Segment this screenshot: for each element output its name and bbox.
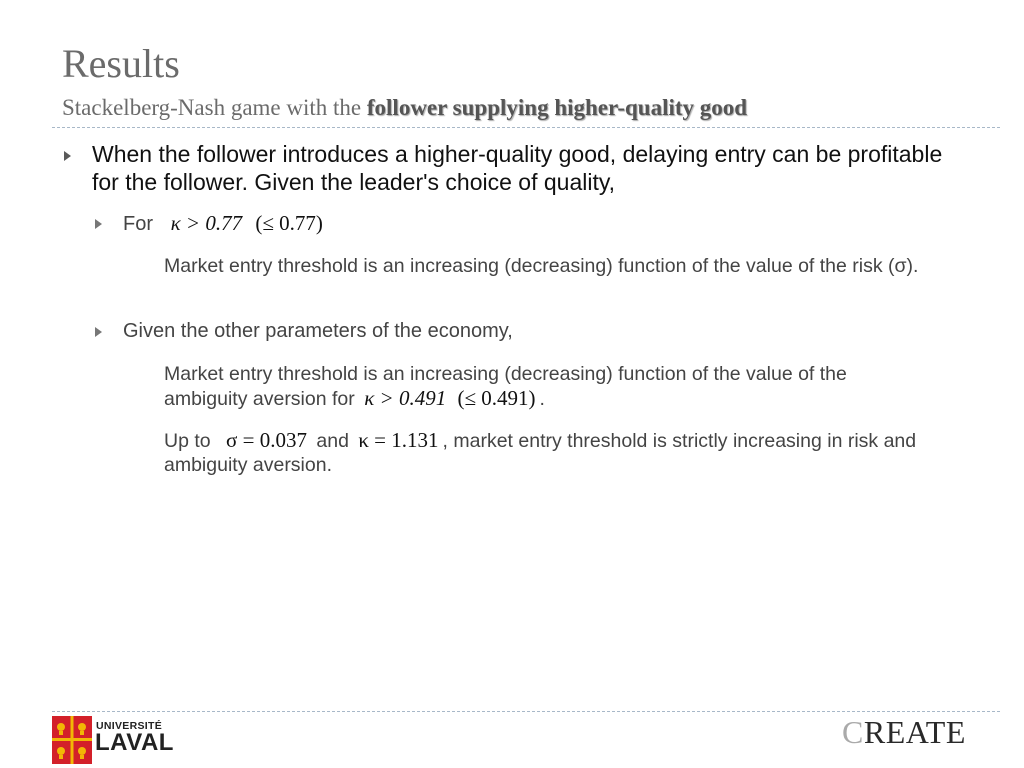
sigma-value: σ = 0.037 [226, 428, 307, 452]
kappa-value: κ = 1.131 [358, 428, 439, 452]
footer-divider [52, 711, 1000, 712]
laval-logo-line2: LAVAL [95, 729, 174, 756]
universite-laval-logo [52, 716, 182, 764]
kappa-condition [167, 211, 327, 235]
main-bullet-text: When the follower introduces a higher-quality good, delaying entry can be profitable for the follower. Given the leader's choice of quality, [92, 141, 943, 195]
ambiguity-condition-main: κ > 0.491 [364, 386, 447, 410]
main-bullet-arrow-icon [64, 151, 71, 161]
create-logo-c: C [842, 714, 864, 750]
subtitle-plain: Stackelberg-Nash game with the [62, 95, 367, 120]
detail-2-prefix: Up to [164, 430, 211, 452]
kappa-condition-alt: (≤ 0.77) [255, 211, 323, 235]
create-logo [842, 714, 966, 750]
sub-bullet-1-detail: Market entry threshold is an increasing (decreasing) function of the value of the risk (σ). [164, 255, 919, 277]
sub-bullet-2: Given the other parameters of the economy, [123, 320, 513, 342]
laval-logo-line1: UNIVERSITÉ [96, 720, 163, 732]
sub-bullet-1 [123, 211, 327, 236]
ambiguity-condition [360, 386, 539, 410]
detail-2-and: and [316, 430, 349, 452]
detail-2-suffix: , market entry threshold is strictly increasing in risk and ambiguity aversion. [164, 430, 917, 476]
detail-1-text: Market entry threshold is an increasing (decreasing) function of the value of the ambiguity aversion for [164, 363, 847, 410]
slide-title: Results [62, 41, 180, 86]
sub-bullet-arrow-icon [95, 327, 102, 337]
create-logo-rest: REATE [863, 714, 966, 750]
detail-1-end: . [539, 388, 545, 410]
sub-bullet-1-prefix: For [123, 213, 153, 235]
ambiguity-condition-alt: (≤ 0.491) [457, 386, 536, 410]
sub-bullet-2-detail-2 [164, 428, 964, 477]
kappa-condition-main: κ > 0.77 [170, 211, 243, 235]
slide-subtitle [62, 94, 747, 122]
sub-bullet-2-detail-1 [164, 362, 934, 411]
subtitle-emphasis: follower supplying higher-quality good [366, 95, 748, 120]
sub-bullet-arrow-icon [95, 219, 102, 229]
laval-shield-icon [52, 716, 92, 764]
header-divider [52, 127, 1000, 128]
